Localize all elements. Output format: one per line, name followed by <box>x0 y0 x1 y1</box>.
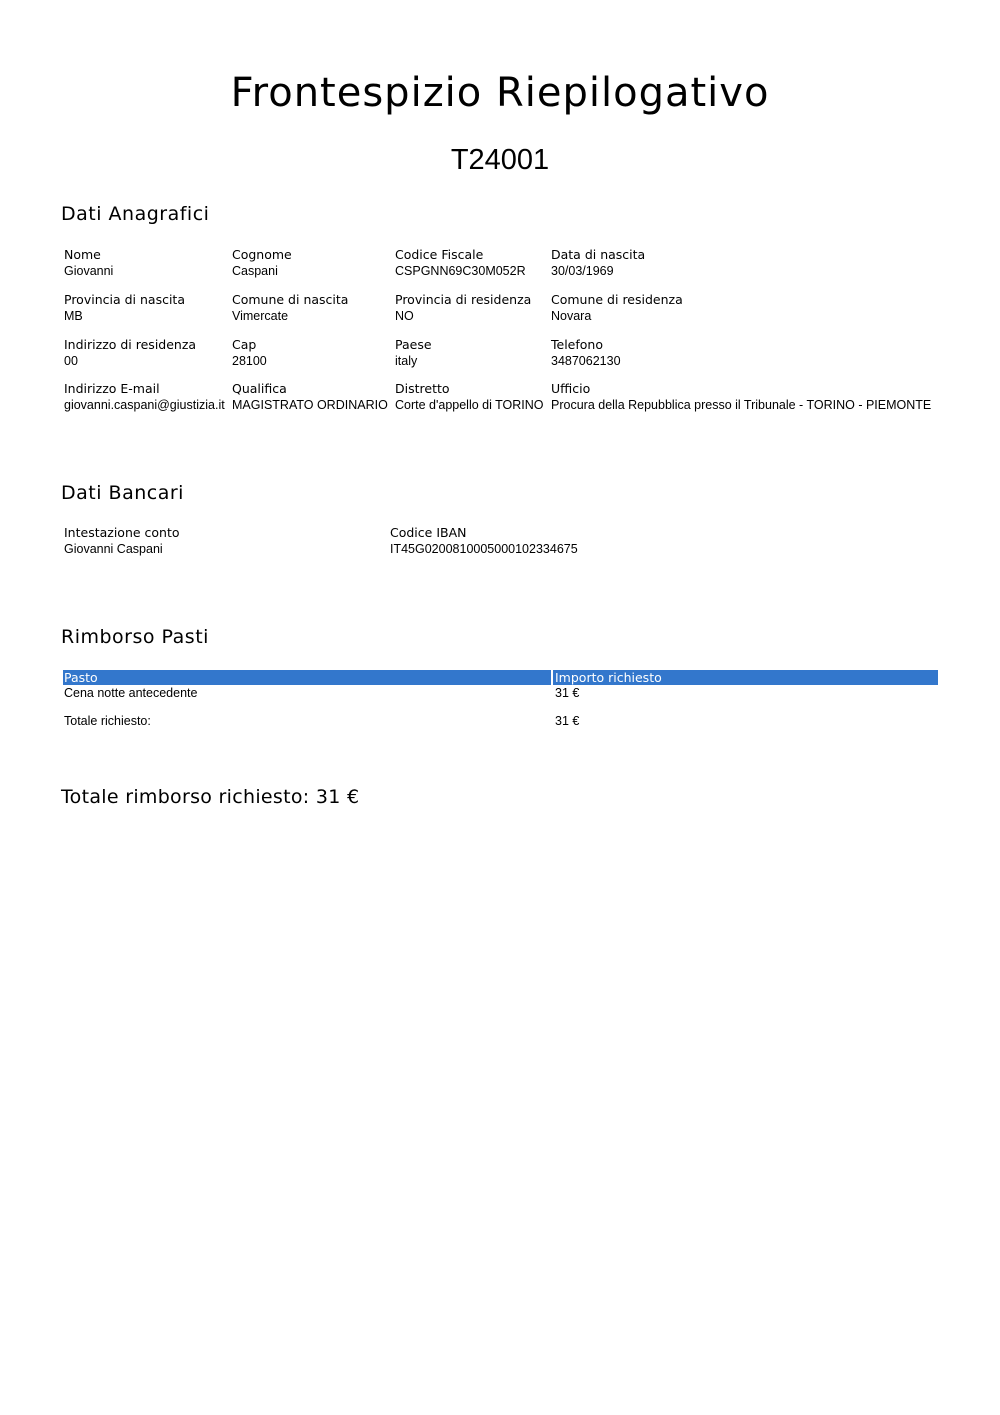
field-label: Qualifica <box>232 381 287 396</box>
section-title-bancari: Dati Bancari <box>61 482 184 504</box>
field-value: 30/03/1969 <box>551 264 614 278</box>
field-paese <box>395 336 432 370</box>
field-label: Telefono <box>551 337 603 352</box>
field-label: Intestazione conto <box>64 525 180 540</box>
field-telefono <box>551 336 621 370</box>
field-label: Indirizzo di residenza <box>64 337 197 352</box>
field-codice-iban <box>390 524 578 558</box>
field-codice-fiscale <box>395 246 526 280</box>
field-label: Distretto <box>395 381 450 396</box>
field-value: 28100 <box>232 354 267 368</box>
section-title-pasti: Rimborso Pasti <box>61 626 209 648</box>
field-indirizzo-residenza <box>64 336 196 370</box>
field-value: Giovanni <box>64 264 114 278</box>
field-intestazione-conto <box>64 524 180 558</box>
field-comune-residenza <box>551 291 683 325</box>
field-value: CSPGNN69C30M052R <box>395 264 526 278</box>
field-label: Cap <box>232 337 257 352</box>
field-label: Ufficio <box>551 381 591 396</box>
field-value: italy <box>395 354 418 368</box>
table-cell-pasto: Cena notte antecedente <box>64 686 198 700</box>
field-comune-nascita <box>232 291 348 325</box>
field-value: Giovanni Caspani <box>64 542 163 556</box>
field-ufficio <box>551 380 931 414</box>
section-title-anagrafica: Dati Anagrafici <box>61 203 210 225</box>
table-header-pasto: Pasto <box>63 670 551 685</box>
grand-total: Totale rimborso richiesto: 31 € <box>61 786 360 808</box>
field-value: IT45G0200810005000102334675 <box>390 542 578 556</box>
field-qualifica <box>232 380 388 414</box>
field-value: Corte d'appello di TORINO <box>395 398 544 412</box>
field-value: Caspani <box>232 264 278 278</box>
field-nome <box>64 246 113 280</box>
field-cap <box>232 336 267 370</box>
table-cell-importo: 31 € <box>555 686 580 700</box>
field-label: Codice Fiscale <box>395 247 484 262</box>
field-cognome <box>232 246 292 280</box>
field-provincia-nascita <box>64 291 185 325</box>
field-value: NO <box>395 309 414 323</box>
field-label: Comune di nascita <box>232 292 349 307</box>
field-provincia-residenza <box>395 291 531 325</box>
field-label: Codice IBAN <box>390 525 467 540</box>
field-distretto <box>395 380 544 414</box>
table-total-label: Totale richiesto: <box>64 714 151 728</box>
field-email <box>64 380 225 414</box>
field-value: MB <box>64 309 83 323</box>
field-value: Vimercate <box>232 309 289 323</box>
document-title: Frontespizio Riepilogativo <box>230 70 770 116</box>
field-label: Indirizzo E-mail <box>64 381 160 396</box>
field-label: Provincia di nascita <box>64 292 185 307</box>
field-data-nascita <box>551 246 645 280</box>
field-label: Comune di residenza <box>551 292 683 307</box>
table-total-value: 31 € <box>555 714 580 728</box>
field-label: Data di nascita <box>551 247 646 262</box>
table-header-importo: Importo richiesto <box>553 670 938 685</box>
field-value: 3487062130 <box>551 354 621 368</box>
field-value: 00 <box>64 354 78 368</box>
document-code: T24001 <box>450 144 550 176</box>
field-label: Nome <box>64 247 101 262</box>
field-value: Novara <box>551 309 592 323</box>
field-value: giovanni.caspani@giustizia.it <box>64 398 225 412</box>
field-value: MAGISTRATO ORDINARIO <box>232 398 388 412</box>
field-label: Paese <box>395 337 432 352</box>
field-label: Provincia di residenza <box>395 292 532 307</box>
field-value: Procura della Repubblica presso il Tribunale - TORINO - PIEMONTE <box>551 398 932 412</box>
field-label: Cognome <box>232 247 292 262</box>
